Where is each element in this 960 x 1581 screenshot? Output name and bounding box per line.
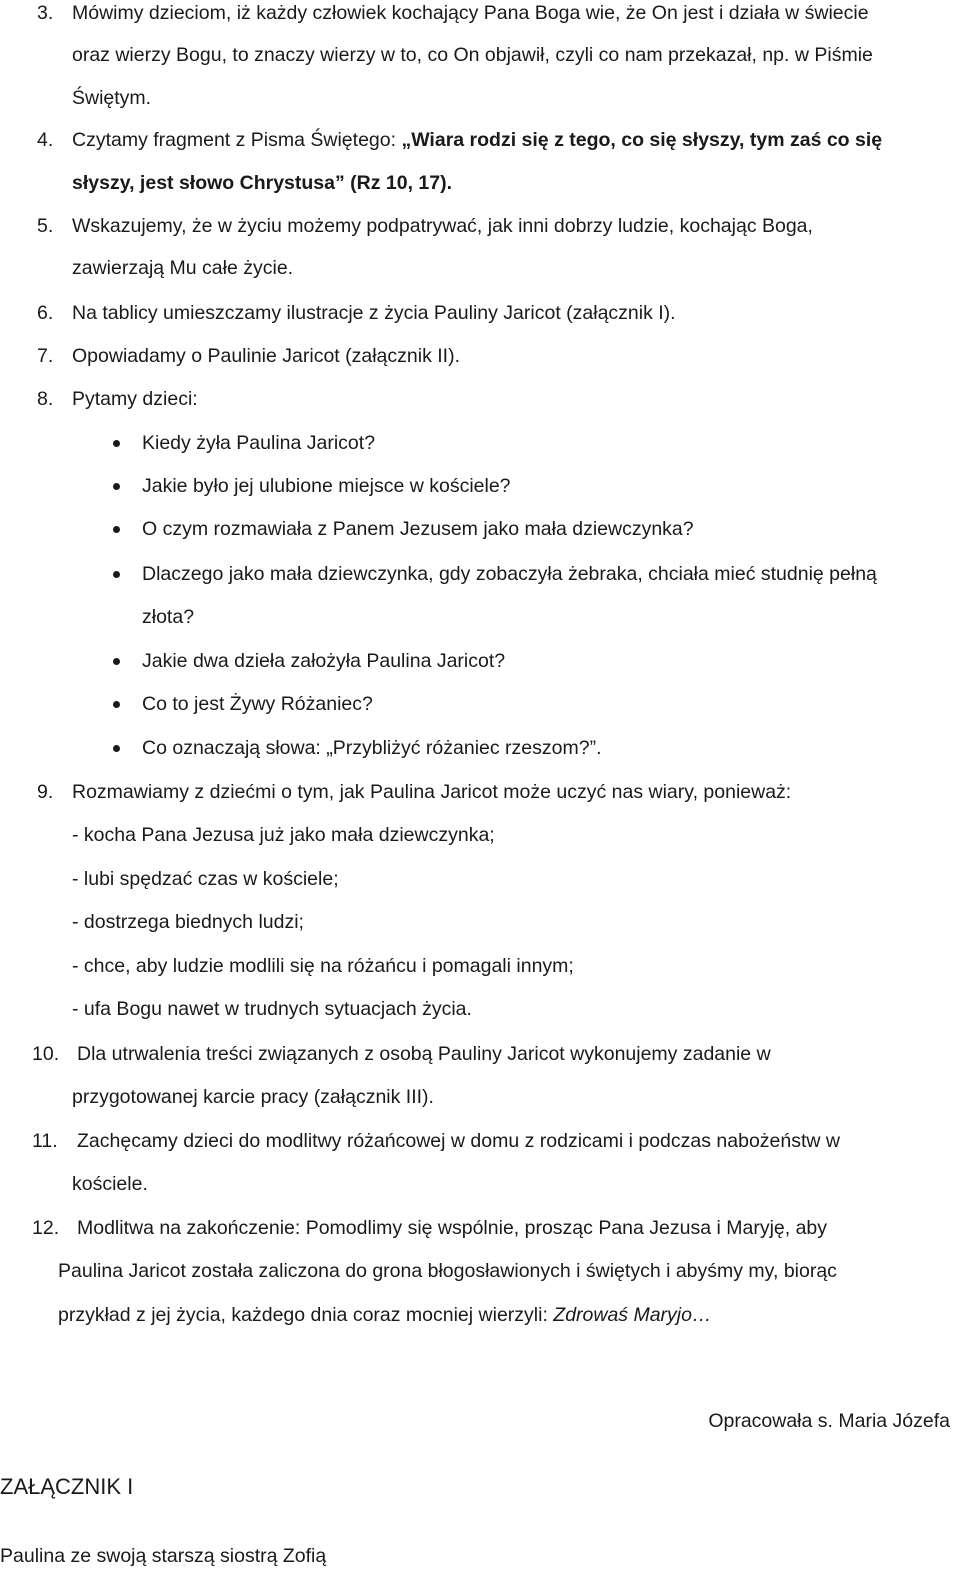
question-3: O czym rozmawiała z Panem Jezusem jako mała dziewczynka? bbox=[142, 518, 694, 540]
bullet-icon bbox=[113, 526, 120, 533]
question-7: Co oznaczają słowa: „Przybliżyć różaniec rzeszom?”. bbox=[142, 737, 602, 759]
attachment-caption: Paulina ze swoją starszą siostrą Zofią bbox=[0, 1545, 327, 1567]
bullet-icon bbox=[113, 483, 120, 490]
item-3-number: 3. bbox=[37, 2, 54, 24]
item-4-quote-part-1: „Wiara rodzi się z tego, co się słyszy, tym zaś co się bbox=[401, 129, 883, 151]
item-4-reference: (Rz 10, 17). bbox=[344, 172, 453, 194]
item-12-line-3 bbox=[58, 1302, 711, 1328]
item-9-number: 9. bbox=[37, 781, 54, 803]
item-4-quote-part-2: słyszy, jest słowo Chrystusa” bbox=[72, 172, 345, 194]
item-11-line-1: Zachęcamy dzieci do modlitwy różańcowej w domu z rodzicami i podczas nabożeństw w bbox=[77, 1130, 840, 1152]
question-2: Jakie było jej ulubione miejsce w kościele? bbox=[142, 475, 511, 497]
bullet-icon bbox=[113, 571, 120, 578]
item-12-line-1: Modlitwa na zakończenie: Pomodlimy się wspólnie, prosząc Pana Jezusa i Maryję, aby bbox=[77, 1217, 828, 1239]
prayer-name: Zdrowaś Maryjo… bbox=[553, 1304, 712, 1326]
bullet-icon bbox=[113, 658, 120, 665]
question-6: Co to jest Żywy Różaniec? bbox=[142, 693, 373, 715]
item-10-number: 10. bbox=[32, 1043, 60, 1065]
item-4-intro: Czytamy fragment z Pisma Świętego: bbox=[72, 129, 402, 151]
item-4-line-1 bbox=[72, 127, 882, 153]
item-3-line-2: oraz wierzy Bogu, to znaczy wierzy w to, co On objawił, czyli co nam przekazał, np. w Piśmie bbox=[72, 44, 873, 66]
question-4-continued: złota? bbox=[142, 606, 195, 628]
item-8-line-1: Pytamy dzieci: bbox=[72, 388, 198, 410]
bullet-icon bbox=[113, 701, 120, 708]
item-5-line-2: zawierzają Mu całe życie. bbox=[72, 257, 294, 279]
item-4-line-2 bbox=[72, 170, 452, 196]
item-10-line-1: Dla utrwalenia treści związanych z osobą Pauliny Jaricot wykonujemy zadanie w bbox=[77, 1043, 771, 1065]
reason-4: - chce, aby ludzie modlili się na różańcu i pomagali innym; bbox=[72, 955, 574, 977]
item-3-line-1: Mówimy dzieciom, iż każdy człowiek kochający Pana Boga wie, że On jest i działa w świecie bbox=[72, 2, 869, 24]
item-3-line-3: Świętym. bbox=[72, 87, 152, 109]
item-8-number: 8. bbox=[37, 388, 54, 410]
item-9-line-1: Rozmawiamy z dziećmi o tym, jak Paulina Jaricot może uczyć nas wiary, ponieważ: bbox=[72, 781, 792, 803]
item-11-line-2: kościele. bbox=[72, 1173, 148, 1195]
reason-2: - lubi spędzać czas w kościele; bbox=[72, 868, 339, 890]
item-6-line-1: Na tablicy umieszczamy ilustracje z życia Pauliny Jaricot (załącznik I). bbox=[72, 302, 676, 324]
question-5: Jakie dwa dzieła założyła Paulina Jaricot? bbox=[142, 650, 506, 672]
reason-3: - dostrzega biednych ludzi; bbox=[72, 911, 304, 933]
item-12-line-3-text: przykład z jej życia, każdego dnia coraz mocniej wierzyli: bbox=[58, 1304, 554, 1326]
item-12-number: 12. bbox=[32, 1217, 60, 1239]
item-5-number: 5. bbox=[37, 215, 54, 237]
reason-1: - kocha Pana Jezusa już jako mała dziewczynka; bbox=[72, 824, 495, 846]
bullet-icon bbox=[113, 745, 120, 752]
item-6-number: 6. bbox=[37, 302, 54, 324]
item-7-line-1: Opowiadamy o Paulinie Jaricot (załącznik II). bbox=[72, 345, 460, 367]
author-signature: Opracowała s. Maria Józefa bbox=[708, 1410, 950, 1432]
item-12-line-2: Paulina Jaricot została zaliczona do grona błogosławionych i świętych i abyśmy my, biorąc bbox=[58, 1260, 837, 1282]
item-5-line-1: Wskazujemy, że w życiu możemy podpatrywać, jak inni dobrzy ludzie, kochając Boga, bbox=[72, 215, 813, 237]
reason-5: - ufa Bogu nawet w trudnych sytuacjach życia. bbox=[72, 998, 472, 1020]
question-1: Kiedy żyła Paulina Jaricot? bbox=[142, 432, 376, 454]
item-4-number: 4. bbox=[37, 129, 54, 151]
question-4: Dlaczego jako mała dziewczynka, gdy zobaczyła żebraka, chciała mieć studnię pełną bbox=[142, 563, 877, 585]
item-11-number: 11. bbox=[32, 1130, 58, 1152]
attachment-heading: ZAŁĄCZNIK I bbox=[0, 1474, 134, 1499]
item-7-number: 7. bbox=[37, 345, 54, 367]
bullet-icon bbox=[113, 440, 120, 447]
item-10-line-2: przygotowanej karcie pracy (załącznik III). bbox=[72, 1086, 434, 1108]
